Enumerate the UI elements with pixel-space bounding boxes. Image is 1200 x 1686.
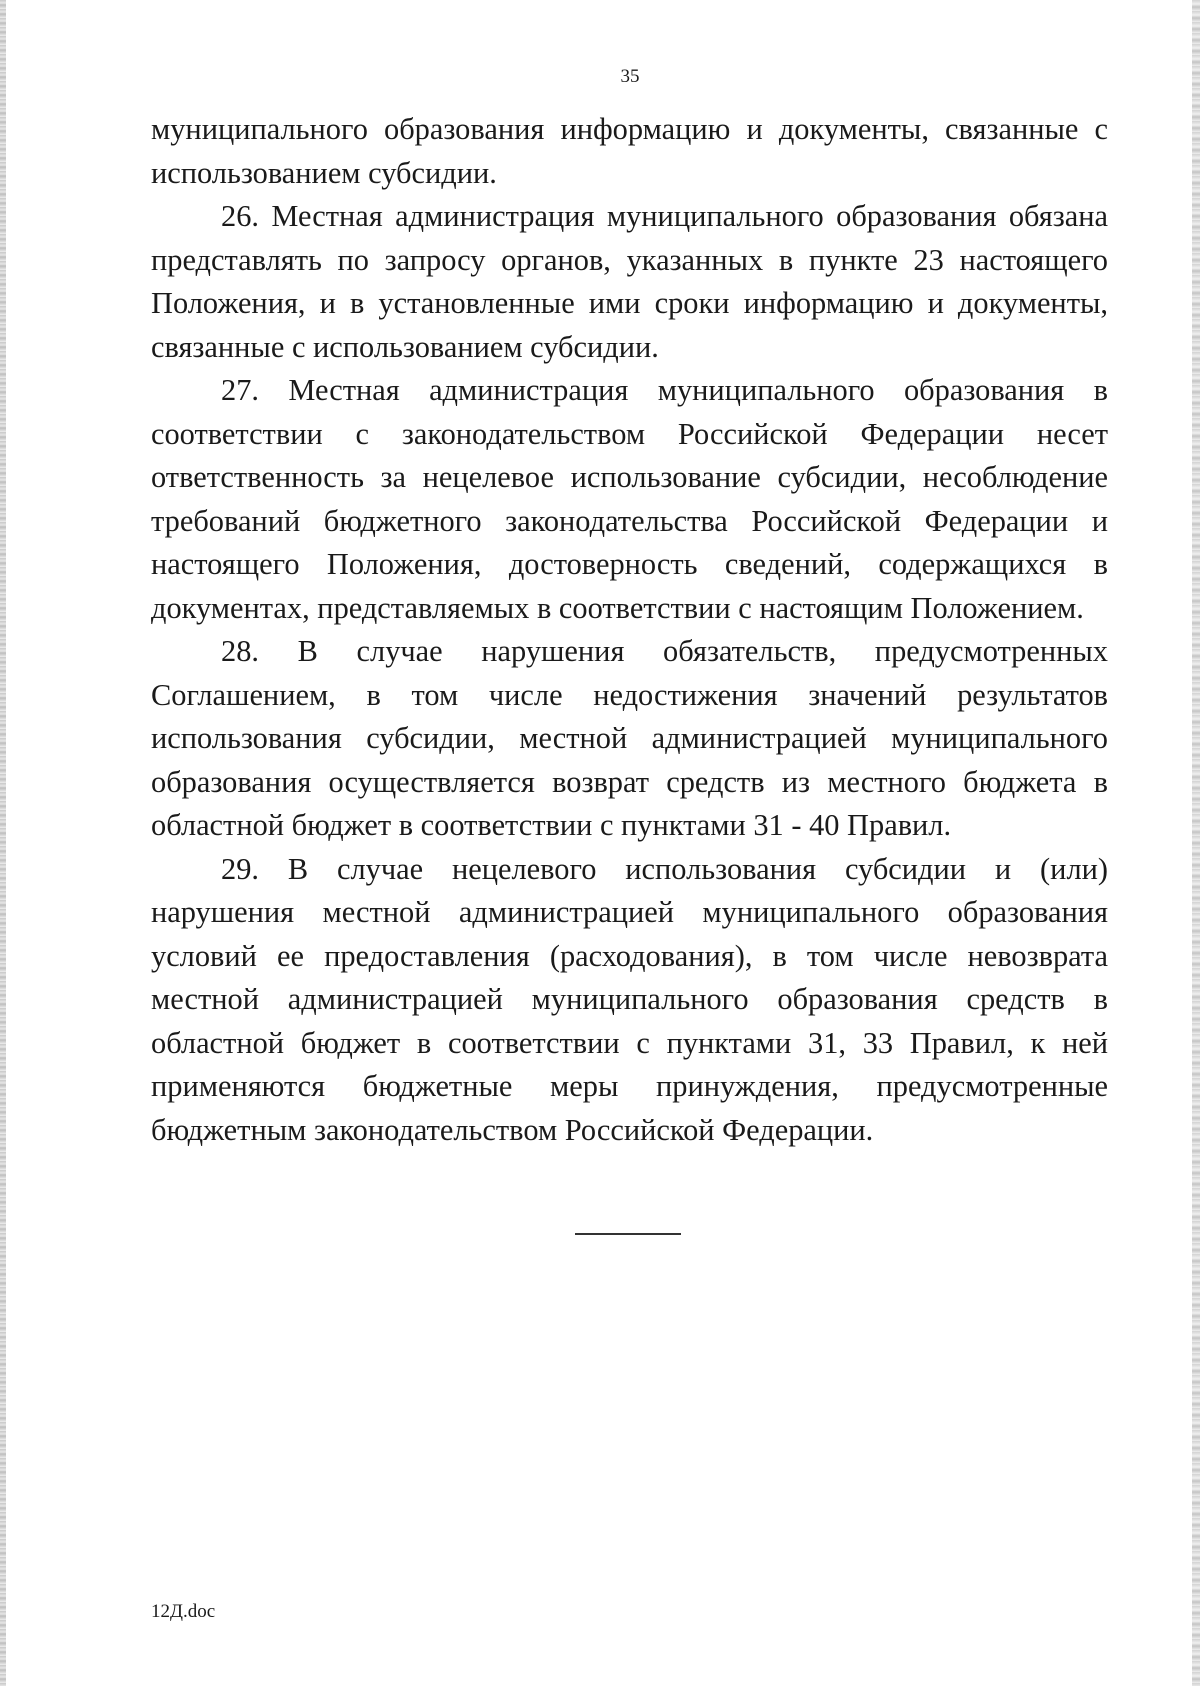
paragraph-27: 27. Местная администрация муниципального образования в соответствии с законодательством Российской Федерации несет ответственность за нецелевое использование субсидии, несоблюдение требований бюджетного законодательства Российской Федерации и настоящего Положения, достоверность сведений, содержащихся в документах, представляемых в соответствии с настоящим Положением. xyxy=(151,373,1108,625)
paragraph-26: 26. Местная администрация муниципального образования обязана представлять по запросу органов, указанных в пункте 23 настоящего Положения, и в установленные ими сроки информацию и документы, связанные с использованием субсидии. xyxy=(151,199,1108,364)
paragraph-continuation: муниципального образования информацию и документы, связанные с использованием субсидии. xyxy=(151,112,1108,190)
document-body xyxy=(151,108,1108,1152)
page-number: 35 xyxy=(620,66,640,87)
footer-filename: 12Д.doc xyxy=(151,1601,216,1622)
end-of-document-rule xyxy=(575,1233,681,1235)
scan-edge-right xyxy=(1192,0,1200,1686)
paragraph-29: 29. В случае нецелевого использования субсидии и (или) нарушения местной администрацией муниципального образования условий ее предоставления (расходования), в том числе невозврата местной администрацией муниципального образования средств в областной бюджет в соответствии с пунктами 31, 33 Правил, к ней применяются бюджетные меры принуждения, предусмотренные бюджетным законодательством Российской Федерации. xyxy=(151,851,1108,1147)
scan-edge-left xyxy=(0,0,6,1686)
paragraph-28: 28. В случае нарушения обязательств, предусмотренных Соглашением, в том числе недостижения значений результатов использования субсидии, местной администрацией муниципального образования осуществляется возврат средств из местного бюджета в областной бюджет в соответствии с пунктами 31 - 40 Правил. xyxy=(151,634,1108,842)
